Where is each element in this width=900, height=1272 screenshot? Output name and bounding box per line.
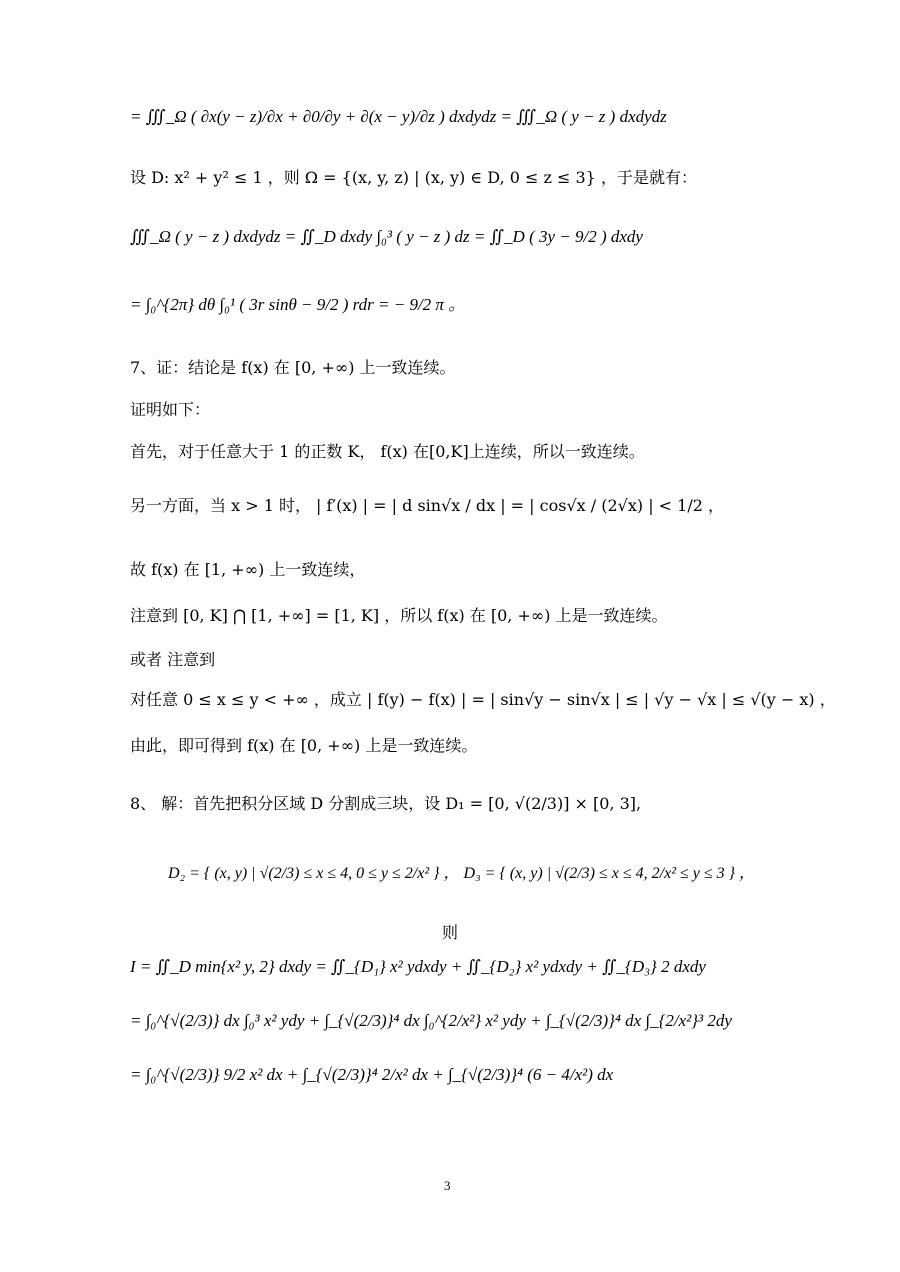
equation-triple-integral-reduction: ∭_Ω ( y − z ) dxdydz = ∬_D dxdy ∫₀³ ( y − z ) dz = ∬_D ( 3y − 9/2 ) dxdy	[130, 227, 643, 246]
text-define-region: 设 D: x² + y² ≤ 1 ，则 Ω = {(x, y, z) | (x, y) ∈ D, 0 ≤ z ≤ 3} ，于是就有：	[130, 168, 697, 187]
text-problem-8-setup: 8、 解：首先把积分区域 D 分割成三块，设 D₁ = [0, √(2/3)] × [0, 3],	[130, 794, 642, 813]
text-proof-derivative-bound: 另一方面，当 x > 1 时， | f′(x) | = | d sin√x / dx | = | cos√x / (2√x) | < 1/2 ，	[130, 496, 725, 515]
text-alternative-conclusion: 由此，即可得到 f(x) 在 [0, +∞) 上是一致连续。	[130, 736, 478, 755]
text-proof-conclusion: 注意到 [0, K] ⋂ [1, +∞] = [1, K] ，所以 f(x) 在 [0, +∞) 上是一致连续。	[130, 606, 668, 625]
equation-polar-result: = ∫₀^{2π} dθ ∫₀¹ ( 3r sinθ − 9/2 ) rdr = − 9/2 π 。	[130, 295, 466, 314]
equation-divergence-result: = ∭_Ω ( ∂x(y − z)/∂x + ∂0/∂y + ∂(x − y)/∂z ) dxdydz = ∭_Ω ( y − z ) dxdydz	[130, 107, 667, 126]
text-alternative-heading: 或者 注意到	[130, 650, 216, 669]
text-alternative-inequality: 对任意 0 ≤ x ≤ y < +∞ ，成立 | f(y) − f(x) | = | sin√y − sin√x | ≤ | √y − √x | ≤ √(y − x) ，	[130, 690, 836, 709]
text-proof-uniform-on-tail: 故 f(x) 在 [1, +∞) 上一致连续，	[130, 560, 366, 579]
page-number: 3	[444, 1178, 451, 1193]
text-problem-7-claim: 7、证：结论是 f(x) 在 [0, +∞) 上一致连续。	[130, 358, 456, 377]
equation-iterated-integrals: = ∫₀^{√(2/3)} dx ∫₀³ x² ydy + ∫_{√(2/3)}⁴ dx ∫₀^{2/x²} x² ydy + ∫_{√(2/3)}⁴ dx ∫_{2/x²}³ 2dy	[130, 1011, 732, 1030]
text-proof-heading: 证明如下：	[130, 400, 211, 419]
text-then: 则	[441, 923, 458, 942]
equation-regions-d2-d3: D₂ = { (x, y) | √(2/3) ≤ x ≤ 4, 0 ≤ y ≤ 2/x² } ， D₃ = { (x, y) | √(2/3) ≤ x ≤ 4, 2/x² ≤ y ≤ 3 } ，	[168, 865, 756, 882]
equation-simplified-integrals: = ∫₀^{√(2/3)} 9/2 x² dx + ∫_{√(2/3)}⁴ 2/x² dx + ∫_{√(2/3)}⁴ (6 − 4/x²) dx	[130, 1065, 614, 1084]
text-proof-first: 首先，对于任意大于 1 的正数 K， f(x) 在[0,K]上连续，所以一致连续。	[130, 442, 645, 461]
equation-integral-split: I = ∬_D min{x² y, 2} dxdy = ∬_{D₁} x² ydxdy + ∬_{D₂} x² ydxdy + ∬_{D₃} 2 dxdy	[130, 957, 706, 976]
